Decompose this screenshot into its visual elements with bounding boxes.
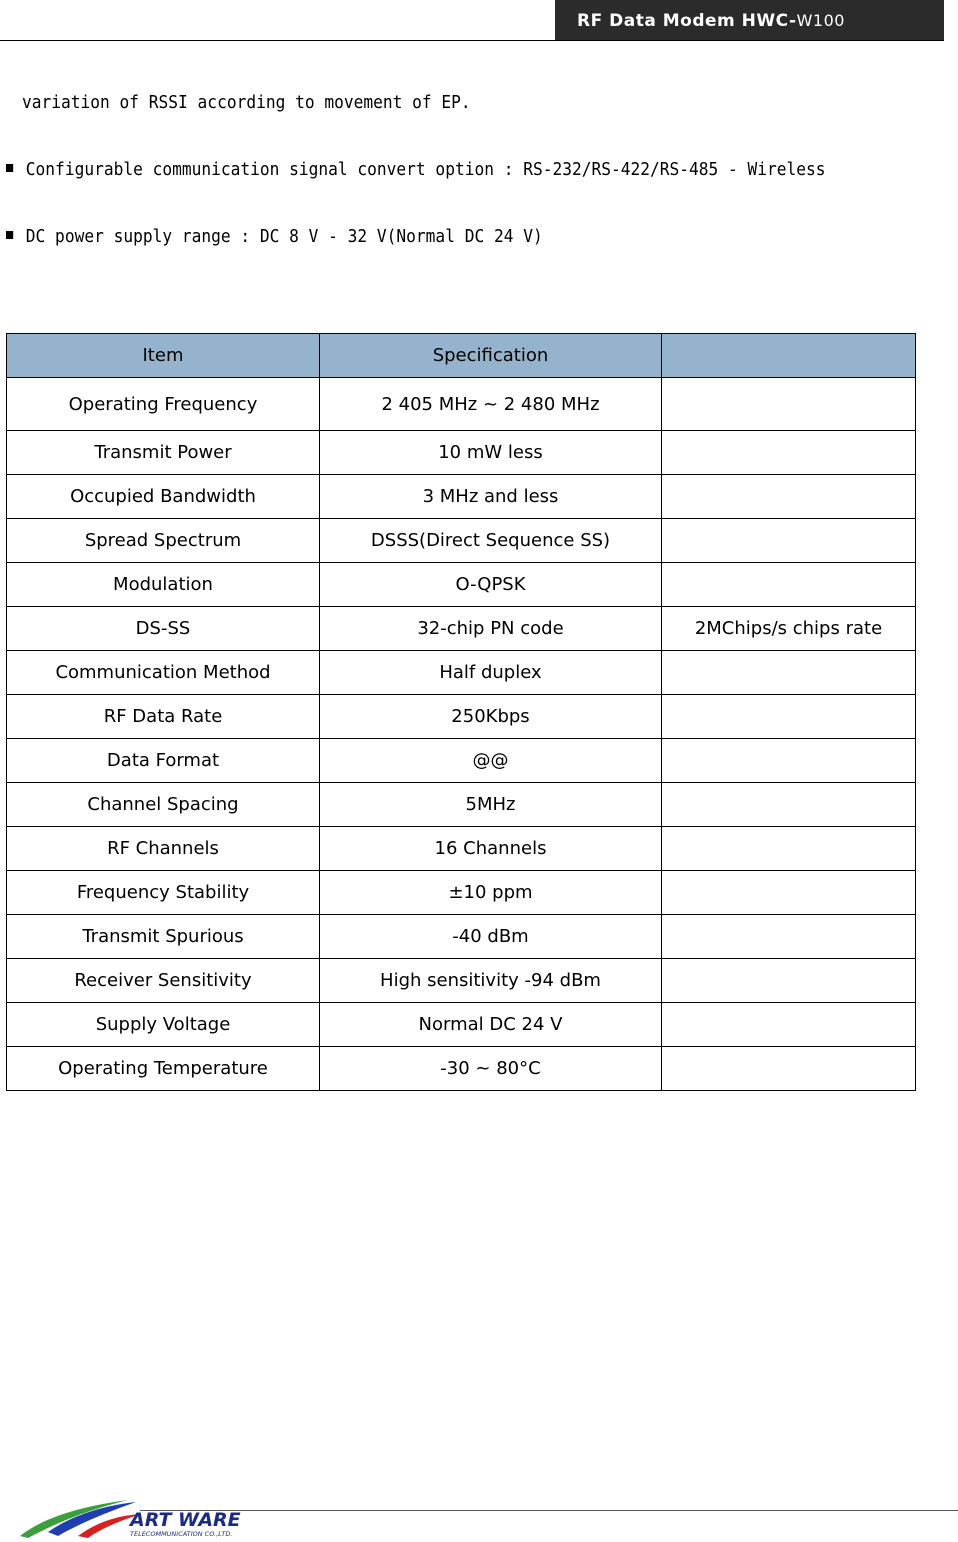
cell-specification: High sensitivity -94 dBm (320, 959, 662, 1003)
art-ware-logo (18, 1494, 278, 1540)
cell-specification: DSSS(Direct Sequence SS) (320, 519, 662, 563)
table-body (7, 378, 916, 1091)
table-row (7, 431, 916, 475)
cell-notes (662, 378, 916, 431)
table-row (7, 519, 916, 563)
cell-notes (662, 475, 916, 519)
bullet-text-signal-convert: Configurable communication signal convert option : RS-232/RS-422/RS-485 - Wireless (25, 159, 826, 180)
logo-subtitle: TELECOMMUNICATION CO.,LTD. (130, 1530, 233, 1538)
cell-notes: 2MChips/s chips rate (662, 607, 916, 651)
cell-notes (662, 959, 916, 1003)
cell-notes (662, 563, 916, 607)
bullet-text-power-supply: DC power supply range : DC 8 V - 32 V(Normal DC 24 V) (25, 226, 543, 247)
cell-notes (662, 871, 916, 915)
cell-notes (662, 651, 916, 695)
cell-notes (662, 783, 916, 827)
document-header-tab (555, 0, 944, 41)
cell-item: Occupied Bandwidth (7, 475, 320, 519)
table-row (7, 783, 916, 827)
cell-item: Operating Temperature (7, 1047, 320, 1091)
cell-specification: 3 MHz and less (320, 475, 662, 519)
cell-notes (662, 695, 916, 739)
table-row (7, 563, 916, 607)
header-model-suffix: W100 (796, 11, 845, 30)
header-rule (0, 40, 944, 41)
table-row (7, 651, 916, 695)
logo-wordmark: ART WARE (130, 1509, 241, 1531)
cell-specification: ±10 ppm (320, 871, 662, 915)
table-row (7, 871, 916, 915)
square-bullet-icon (6, 164, 13, 172)
column-header-specification: Specification (320, 334, 662, 378)
table-row (7, 607, 916, 651)
bullet-item-power-supply (6, 226, 543, 247)
cell-item: Receiver Sensitivity (7, 959, 320, 1003)
cell-notes (662, 915, 916, 959)
body-line-rssi: variation of RSSI according to movement of EP. (22, 92, 471, 113)
cell-item: Data Format (7, 739, 320, 783)
specification-table (6, 333, 916, 1091)
swoosh-logo-icon (20, 1500, 140, 1538)
table-row (7, 959, 916, 1003)
cell-item: Communication Method (7, 651, 320, 695)
table-row (7, 739, 916, 783)
column-header-notes (662, 334, 916, 378)
cell-specification: 10 mW less (320, 431, 662, 475)
square-bullet-icon (6, 231, 13, 239)
cell-specification: O-QPSK (320, 563, 662, 607)
cell-item: Modulation (7, 563, 320, 607)
cell-item: RF Data Rate (7, 695, 320, 739)
cell-specification: 32-chip PN code (320, 607, 662, 651)
table-row (7, 695, 916, 739)
cell-specification: 250Kbps (320, 695, 662, 739)
table-row (7, 1047, 916, 1091)
table-row (7, 1003, 916, 1047)
column-header-item: Item (7, 334, 320, 378)
cell-notes (662, 1003, 916, 1047)
cell-item: Transmit Power (7, 431, 320, 475)
cell-item: RF Channels (7, 827, 320, 871)
cell-specification: 2 405 MHz ~ 2 480 MHz (320, 378, 662, 431)
cell-specification: Normal DC 24 V (320, 1003, 662, 1047)
cell-notes (662, 431, 916, 475)
cell-notes (662, 1047, 916, 1091)
table-row (7, 827, 916, 871)
cell-specification: -40 dBm (320, 915, 662, 959)
cell-specification: 5MHz (320, 783, 662, 827)
table-row (7, 475, 916, 519)
cell-notes (662, 739, 916, 783)
table-row (7, 378, 916, 431)
cell-specification: -30 ~ 80°C (320, 1047, 662, 1091)
cell-item: Supply Voltage (7, 1003, 320, 1047)
cell-specification: Half duplex (320, 651, 662, 695)
cell-item: Spread Spectrum (7, 519, 320, 563)
bullet-item-signal-convert (6, 159, 826, 180)
cell-item: Channel Spacing (7, 783, 320, 827)
cell-item: Frequency Stability (7, 871, 320, 915)
cell-item: Operating Frequency (7, 378, 320, 431)
cell-item: DS-SS (7, 607, 320, 651)
table-row (7, 915, 916, 959)
table-header-row (7, 334, 916, 378)
cell-item: Transmit Spurious (7, 915, 320, 959)
header-title: RF Data Modem HWC- (577, 10, 797, 31)
cell-specification: @@ (320, 739, 662, 783)
cell-notes (662, 519, 916, 563)
cell-specification: 16 Channels (320, 827, 662, 871)
cell-notes (662, 827, 916, 871)
